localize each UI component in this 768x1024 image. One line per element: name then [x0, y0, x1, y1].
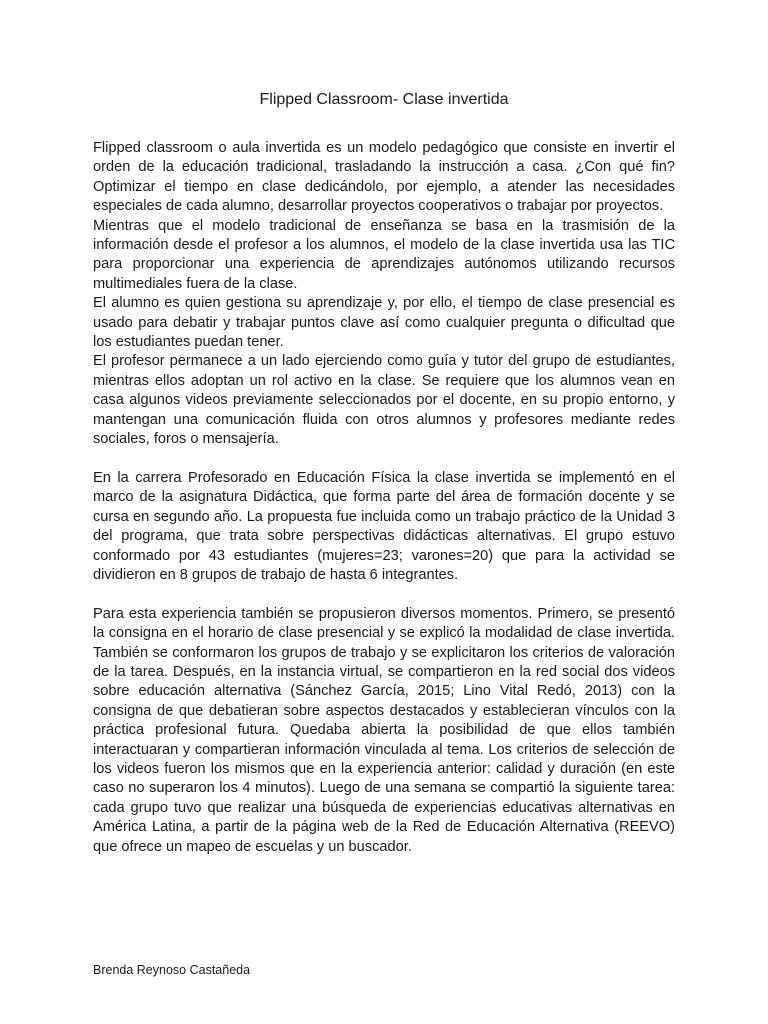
body-paragraph: El profesor permanece a un lado ejerciendo como guía y tutor del grupo de estudiantes, mientras ellos adoptan un rol activo en la clase. Se requiere que los alumnos vean en casa algunos videos previamente seleccionados por el docente, en su propio entorno, y mantengan una comunicación fluida con otros alumnos y profesores mediante redes sociales, foros o mensajería. [93, 353, 675, 448]
body-paragraph: En la carrera Profesorado en Educación Física la clase invertida se implementó en el marco de la asignatura Didáctica, que forma parte del área de formación docente y se cursa en segundo año. La propuesta fue incluida como un trabajo práctico de la Unidad 3 del programa, que trata sobre perspectivas didácticas alternativas. El grupo estuvo conformado por 43 estudiantes (mujeres=23; varones=20) que para la actividad se dividieron en 8 grupos de trabajo de hasta 6 integrantes. [93, 469, 675, 583]
footer-author: Brenda Reynoso Castañeda [93, 963, 251, 977]
body-paragraph: Para esta experiencia también se propusieron diversos momentos. Primero, se presentó la consigna en el horario de clase presencial y se explicó la modalidad de clase invertida. También se conformaron los grupos de trabajo y se explicitaron los criterios de valoración de la tarea. Después, en la instancia virtual, se compartieron en la red social dos videos sobre educación alternativa (Sánchez García, 2015; Lino Vital Redó, 2013) con la consigna de que debatieran sobre aspectos destacados y establecieran vínculos con la práctica profesional futura. Quedaba abierta la posibilidad de que ellos también interactuaran y compartieran información vinculada al tema. Los criterios de selección de los videos fueron los mismos que en la experiencia anterior: calidad y duración (en este caso no superaron los 4 minutos). Luego de una semana se compartió la siguiente tarea: cada grupo tuvo que realizar una búsqueda de experiencias educativas alternativas en América Latina, a partir de la página web de la Red de Educación Alternativa (REEVO) que ofrece un mapeo de escuelas y un buscador. [93, 605, 675, 855]
body-paragraph: Mientras que el modelo tradicional de enseñanza se basa en la trasmisión de la información desde el profesor a los alumnos, el modelo de la clase invertida usa las TIC para proporcionar una experiencia de aprendizajes autónomos utilizando recursos multimediales fuera de la clase. [93, 217, 675, 292]
document-title: Flipped Classroom- Clase invertida [259, 91, 509, 108]
body-paragraph: Flipped classroom o aula invertida es un modelo pedagógico que consiste en invertir el orden de la educación tradicional, trasladando la instrucción a casa. ¿Con qué fin? Optimizar el tiempo en clase dedicándolo, por ejemplo, a atender las necesidades especiales de cada alumno, desarrollar proyectos cooperativos o trabajar por proyectos. [93, 140, 675, 215]
document-body [93, 139, 675, 857]
body-paragraph: El alumno es quien gestiona su aprendizaje y, por ello, el tiempo de clase presencial es usado para debatir y trabajar puntos clave así como cualquier pregunta o dificultad que los estudiantes puedan tener. [93, 295, 675, 351]
